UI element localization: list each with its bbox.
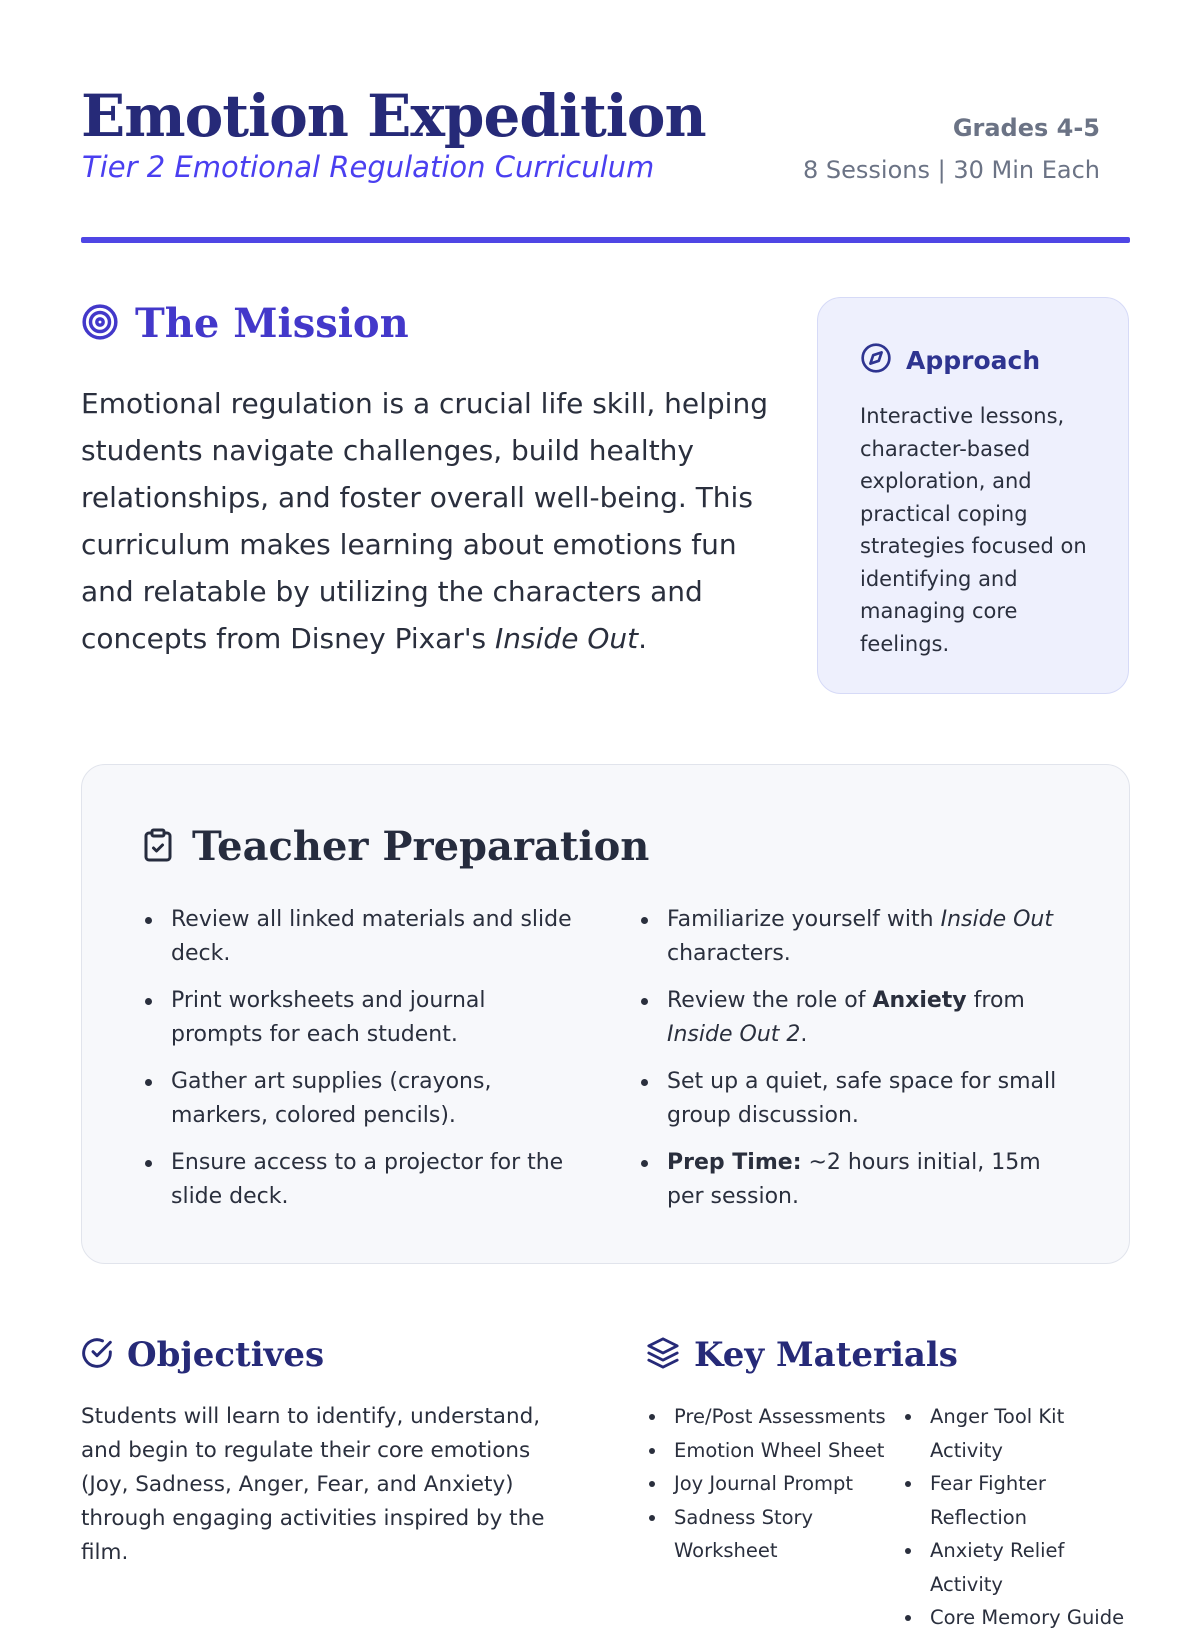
teacher-prep-title: Teacher Preparation xyxy=(192,823,650,870)
materials-list-right xyxy=(902,1400,1142,1635)
target-icon xyxy=(81,303,119,345)
list-item: Sadness Story Worksheet xyxy=(646,1501,886,1568)
list-item: Emotion Wheel Sheet xyxy=(646,1434,886,1468)
objectives-header xyxy=(81,1335,324,1375)
prep-list-right xyxy=(638,903,1083,1227)
session-info: 8 Sessions | 30 Min Each xyxy=(803,156,1100,184)
header-divider xyxy=(81,237,1130,243)
list-item: Gather art supplies (crayons, markers, colored pencils). xyxy=(142,1065,582,1133)
mission-text: Emotional regulation is a crucial life skill, helping students navigate challenges, build healthy relationships, and foster overall well-being. This curriculum makes learning about emotions fun and relatable by utilizing the characters and concepts from Disney Pixar's Inside Out. xyxy=(81,387,768,655)
materials-list-left xyxy=(646,1400,886,1568)
film-title: Inside Out xyxy=(495,622,639,655)
materials-title: Key Materials xyxy=(694,1335,958,1375)
list-item: Anger Tool Kit Activity xyxy=(902,1400,1142,1467)
list-item: Ensure access to a projector for the slide deck. xyxy=(142,1146,582,1214)
list-item: Review all linked materials and slide deck. xyxy=(142,903,582,971)
approach-title: Approach xyxy=(906,345,1041,375)
list-item: Print worksheets and journal prompts for each student. xyxy=(142,984,582,1052)
list-item: Familiarize yourself with Inside Out characters. xyxy=(638,903,1083,971)
materials-header xyxy=(646,1335,958,1375)
list-item: Anxiety Relief Activity xyxy=(902,1534,1142,1601)
list-item: Pre/Post Assessments xyxy=(646,1400,886,1434)
approach-card xyxy=(817,297,1129,694)
list-item: Joy Journal Prompt xyxy=(646,1467,886,1501)
mission-title: The Mission xyxy=(135,300,409,347)
approach-text: Interactive lessons, character-based exploration, and practical coping strategies focused on identifying and managing core feelings. xyxy=(860,404,1087,656)
layers-icon xyxy=(646,1336,680,1374)
list-item: Prep Time: ~2 hours initial, 15m per session. xyxy=(638,1146,1083,1214)
objectives-title: Objectives xyxy=(127,1335,325,1375)
list-item: Fear Fighter Reflection xyxy=(902,1467,1142,1534)
teacher-prep-card xyxy=(81,764,1130,1264)
list-item: Set up a quiet, safe space for small group discussion. xyxy=(638,1065,1083,1133)
page-title: Emotion Expedition xyxy=(81,82,706,150)
objectives-text: Students will learn to identify, understand, and begin to regulate their core emotions (Joy, Sadness, Anger, Fear, and Anxiety) through engaging activities inspired by the film. xyxy=(81,1404,545,1565)
mission-header xyxy=(81,300,409,347)
list-item: Review the role of Anxiety from Inside Out 2. xyxy=(638,984,1083,1052)
compass-icon xyxy=(860,342,892,378)
grade-level: Grades 4-5 xyxy=(952,114,1100,142)
page-subtitle: Tier 2 Emotional Regulation Curriculum xyxy=(82,150,655,184)
list-item: Core Memory Guide xyxy=(902,1601,1142,1635)
check-circle-icon xyxy=(81,1337,113,1373)
prep-list-left xyxy=(142,903,582,1227)
clipboard-check-icon xyxy=(140,826,176,868)
